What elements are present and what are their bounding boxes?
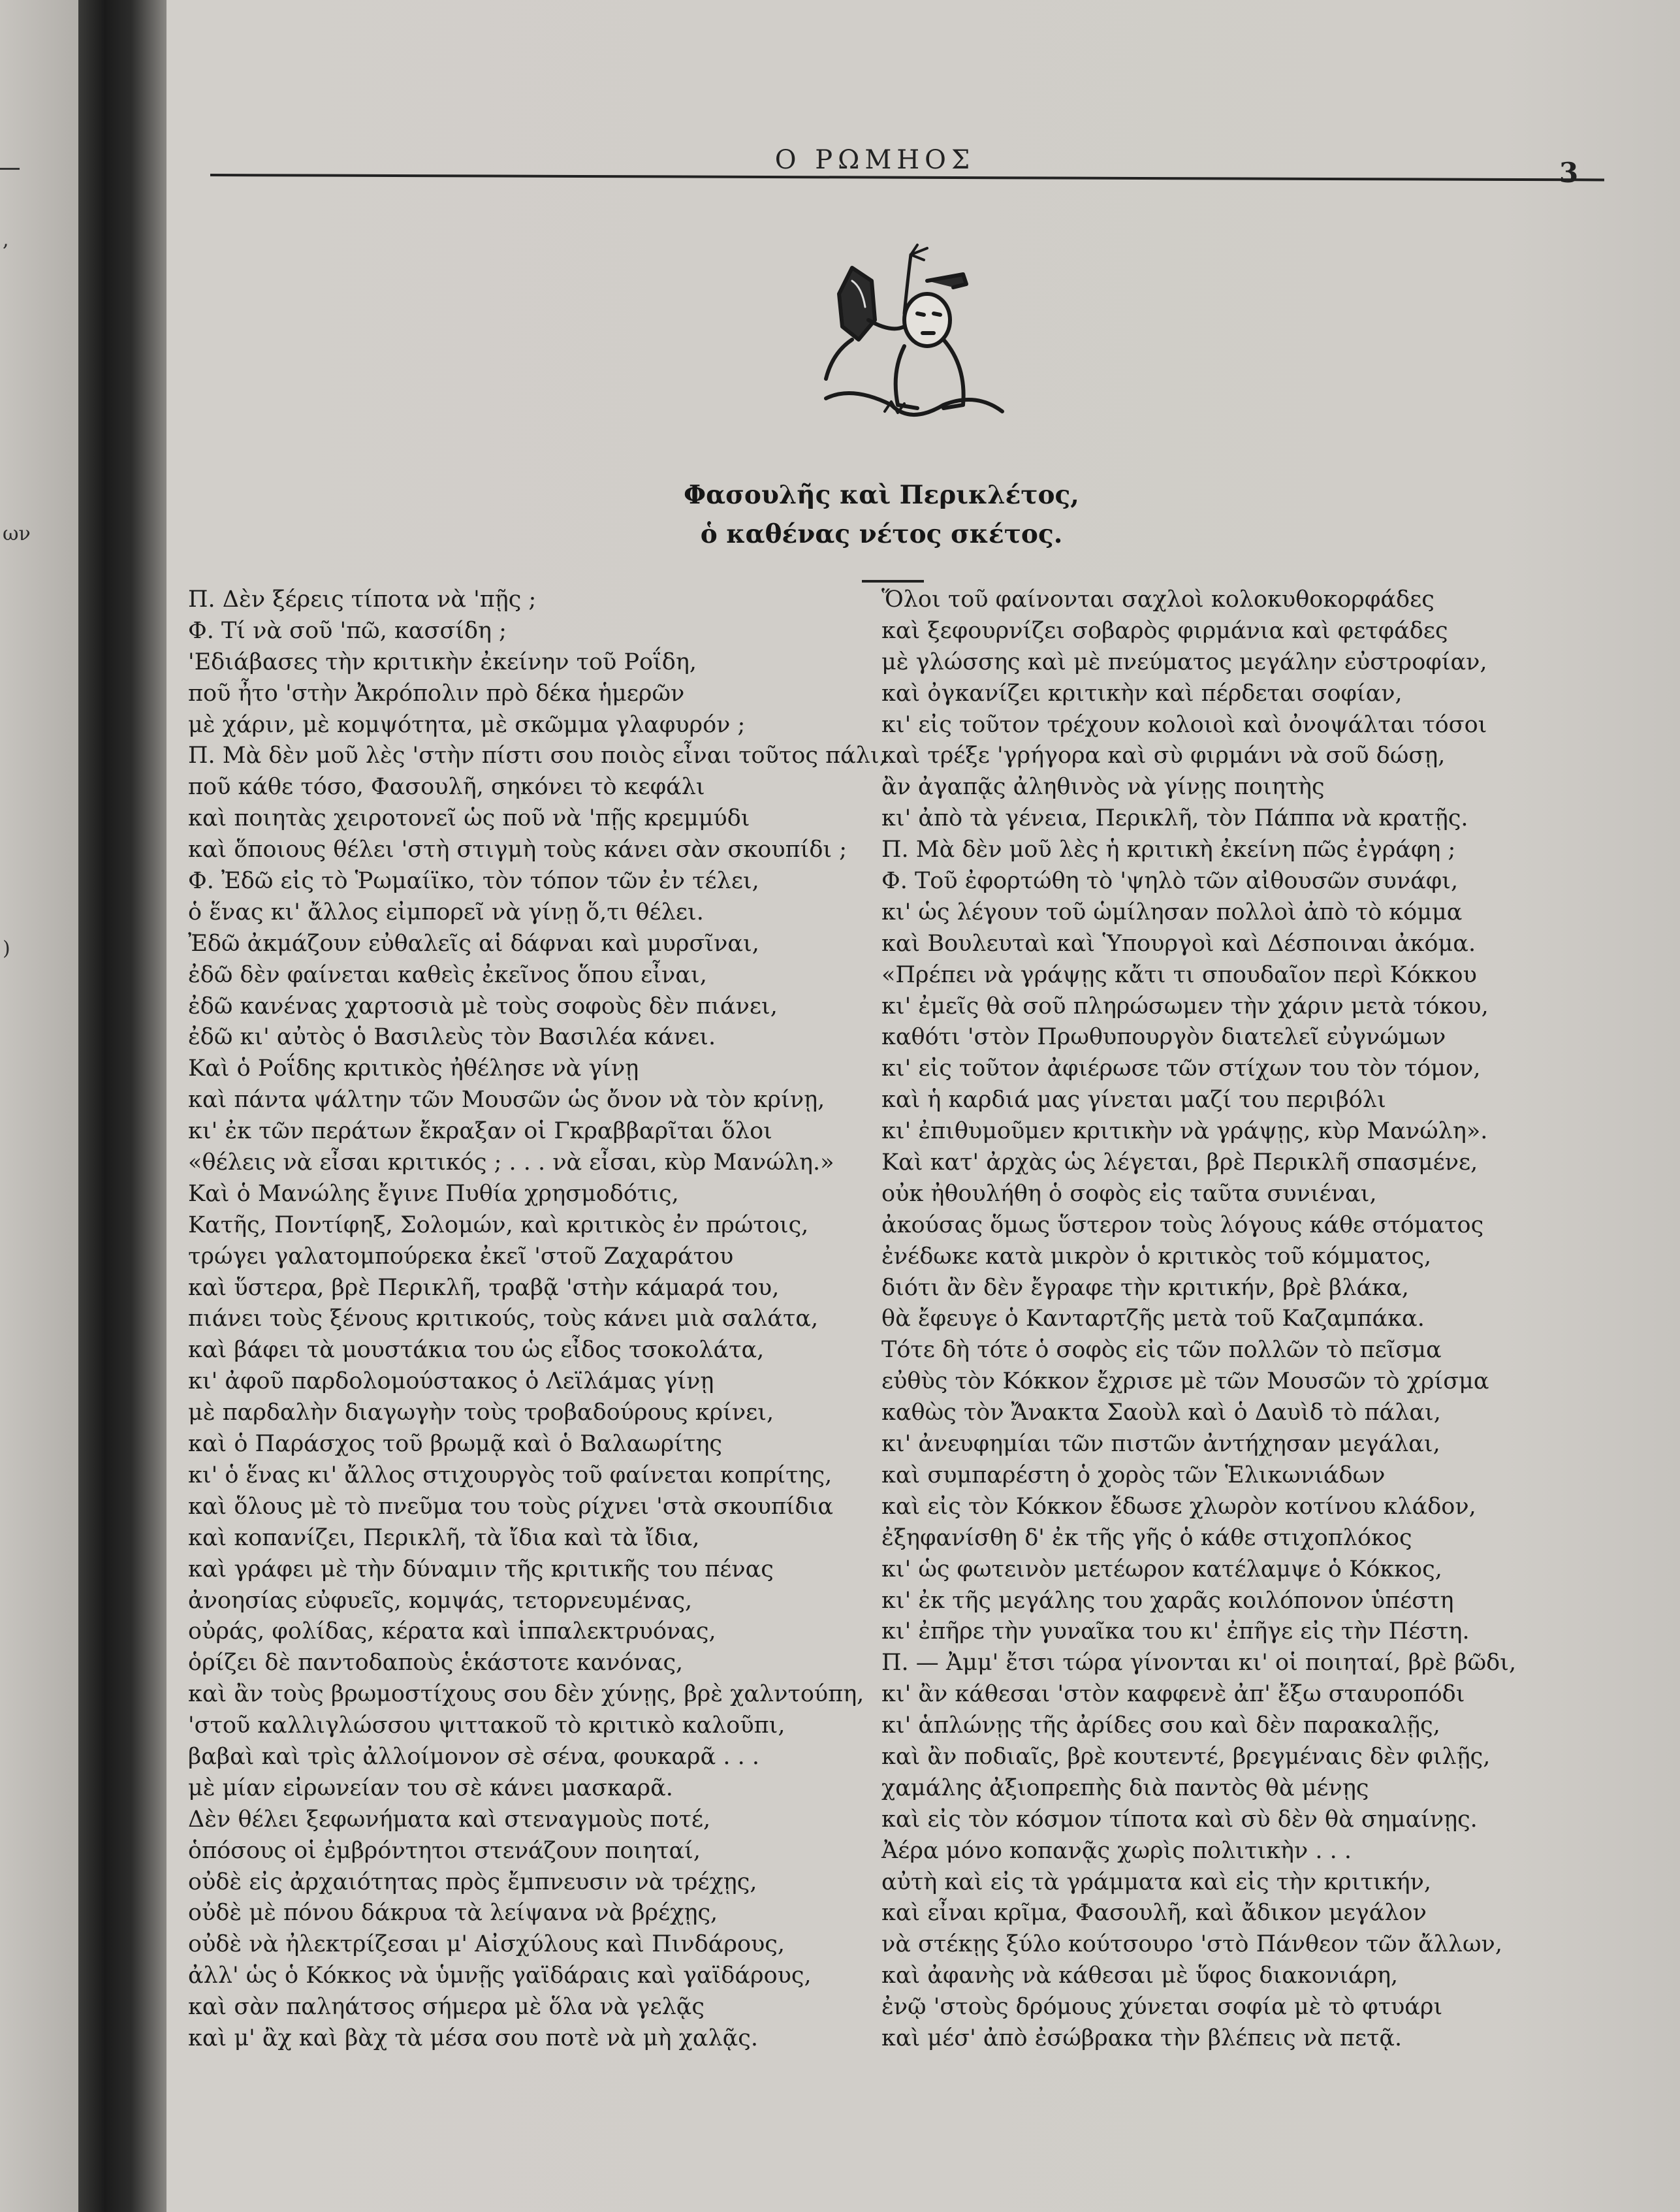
verse-line: κι' ἁπλώνῃς τῆς ἀρίδες σου καὶ δὲν παρακαλῇς, xyxy=(881,1712,1440,1739)
verse-line: κι' εἰς τοῦτον ἀφιέρωσε τῶν στίχων του τὸν τόμον, xyxy=(881,1055,1481,1082)
verse-line: ἐξηφανίσθη δ' ἐκ τῆς γῆς ὁ κάθε στιχοπλόκος xyxy=(881,1524,1412,1551)
verse-line: μὲ γλώσσης καὶ μὲ πνεύματος μεγάλην εὐστροφίαν, xyxy=(881,649,1487,675)
verse-line: εὐθὺς τὸν Κόκκον ἔχρισε μὲ τῶν Μουσῶν τὸ χρίσμα xyxy=(881,1368,1489,1395)
verse-line: ἀλλ' ὡς ὁ Κόκκος νὰ ὑμνῇς γαϊδάραις καὶ γαϊδάρους, xyxy=(188,1963,812,1989)
verse-line: καὶ γράφει μὲ τὴν δύναμιν τῆς κριτικῆς του πένας xyxy=(188,1556,774,1582)
article-subtitle: ὁ καθένας νέτος σκέτος. xyxy=(700,519,1063,549)
verse-line: ἀκούσας ὅμως ὕστερον τοὺς λόγους κάθε στόματος xyxy=(881,1211,1484,1238)
verse-line: καὶ ἡ καρδιά μας γίνεται μαζί του περιβόλι xyxy=(881,1087,1386,1114)
verse-line: Ἐδῶ ἀκμάζουν εὐθαλεῖς αἱ δάφναι καὶ μυρσῖναι, xyxy=(188,930,759,957)
verse-line: κι' ἀπὸ τὰ γένεια, Περικλῆ, τὸν Πάππα νὰ κρατῇς. xyxy=(881,805,1468,832)
verse-line: ὁρίζει δὲ παντοδαποὺς ἑκάστοτε κανόνας, xyxy=(188,1650,684,1676)
verse-line: καὶ εἰς τὸν Κόκκον ἔδωσε χλωρὸν κοτίνου κλάδον, xyxy=(881,1493,1476,1520)
title-divider xyxy=(862,580,924,583)
verse-line: καὶ ἂν τοὺς βρωμοστίχους σου δὲν χύνῃς, βρὲ χαλντούπη, xyxy=(188,1681,864,1708)
verse-line: ποῦ ἦτο 'στὴν Ἀκρόπολιν πρὸ δέκα ἡμερῶν xyxy=(188,680,685,707)
verse-line: διότι ἂν δὲν ἔγραφε τὴν κριτικήν, βρὲ βλάκα, xyxy=(881,1274,1409,1301)
verse-line: ὁ ἕνας κι' ἄλλος εἰμπορεῖ νὰ γίνῃ ὅ,τι θέλει. xyxy=(188,899,704,925)
verse-line: καὶ τρέξε 'γρήγορα καὶ σὺ φιρμάνι νὰ σοῦ δώσῃ, xyxy=(881,743,1446,769)
verse-line: καὶ ὕστερα, βρὲ Περικλῆ, τραβᾷ 'στὴν κάμαρά του, xyxy=(188,1274,780,1301)
caricature-icon xyxy=(813,242,1009,438)
verse-line: οὐράς, φολίδας, κέρατα καὶ ἱππαλεκτρυόνας, xyxy=(188,1618,716,1645)
verse-line: ἐδῶ κανένας χαρτοσιὰ μὲ τοὺς σοφοὺς δὲν πιάνει, xyxy=(188,993,778,1019)
book-spine-shadow xyxy=(78,0,166,2212)
verse-line: οὐδὲ μὲ πόνου δάκρυα τὰ λείψανα νὰ βρέχῃς, xyxy=(188,1900,718,1927)
verse-line: βαβαὶ καὶ τρὶς ἀλλοίμονον σὲ σένα, φουκαρᾶ . . . xyxy=(188,1743,760,1770)
verse-line: κι' ἐμεῖς θὰ σοῦ πληρώσωμεν τὴν χάριν μετὰ τόκου, xyxy=(881,993,1489,1019)
margin-fragment: ) xyxy=(3,937,10,960)
verse-line: Π. Μὰ δὲν μοῦ λὲς 'στὴν πίστι σου ποιὸς εἶναι τοῦτος πάλι, xyxy=(188,743,887,769)
verse-line: νὰ στέκῃς ξύλο κούτσουρο 'στὸ Πάνθεον τῶν ἄλλων, xyxy=(881,1931,1502,1958)
verse-line: κι' ὡς λέγουν τοῦ ὡμίλησαν πολλοὶ ἀπὸ τὸ κόμμα xyxy=(881,899,1463,925)
verse-line: οὐδὲ εἰς ἀρχαιότητας πρὸς ἔμπνευσιν νὰ τρέχῃς, xyxy=(188,1868,757,1895)
verse-line: καὶ βάφει τὰ μουστάκια του ὡς εἶδος τσοκολάτα, xyxy=(188,1337,765,1364)
verse-line: καθὼς τὸν Ἄνακτα Σαοὺλ καὶ ὁ Δαυὶδ τὸ πάλαι, xyxy=(881,1400,1441,1426)
verse-line: Τότε δὴ τότε ὁ σοφὸς εἰς τῶν πολλῶν τὸ πεῖσμα xyxy=(881,1337,1442,1364)
verse-line: Ἀέρα μόνο κοπανᾷς χωρὶς πολιτικὴν . . . xyxy=(881,1837,1352,1864)
verse-line: καὶ εἶναι κρῖμα, Φασουλῆ, καὶ ἄδικον μεγάλον xyxy=(881,1900,1427,1927)
verse-line: «θέλεις νὰ εἶσαι κριτικός ; . . . νὰ εἶσαι, κὺρ Μανώλη.» xyxy=(188,1149,834,1176)
facing-page-rule xyxy=(0,168,20,170)
verse-line: καὶ ὅποιους θέλει 'στὴ στιγμὴ τοὺς κάνει σὰν σκουπίδι ; xyxy=(188,837,848,863)
verse-line: αὐτὴ καὶ εἰς τὰ γράμματα καὶ εἰς τὴν κριτικήν, xyxy=(881,1868,1431,1895)
verse-line: καὶ ὅλους μὲ τὸ πνεῦμα του τοὺς ρίχνει 'στὰ σκουπίδια xyxy=(188,1493,834,1520)
verse-line: τρώγει γαλατομπούρεκα ἐκεῖ 'στοῦ Ζαχαράτου xyxy=(188,1243,734,1270)
verse-line: καὶ ὁ Παράσχος τοῦ βρωμᾷ καὶ ὁ Βαλαωρίτης xyxy=(188,1431,723,1458)
verse-line: ποῦ κάθε τόσο, Φασουλῆ, σηκόνει τὸ κεφάλι xyxy=(188,774,705,801)
margin-fragment: , xyxy=(3,229,9,251)
verse-line: μὲ παρδαλὴν διαγωγὴν τοὺς τροβαδούρους κρίνει, xyxy=(188,1400,774,1426)
verse-line: καὶ εἰς τὸν κόσμον τίποτα καὶ σὺ δὲν θὰ σημαίνῃς. xyxy=(881,1806,1478,1833)
verse-line: κι' ἐκ τῆς μεγάλης του χαρᾶς κοιλόπονον ὑπέστη xyxy=(881,1587,1454,1614)
verse-line: κι' εἰς τοῦτον τρέχουν κολοιοὶ καὶ ὀνοψάλται τόσοι xyxy=(881,711,1487,738)
verse-line: «Πρέπει νὰ γράψῃς κἄτι τι σπουδαῖον περὶ Κόκκου xyxy=(881,961,1477,988)
verse-line: Φ. Ἐδῶ εἰς τὸ Ῥωμαίϊκο, τὸν τόπον τῶν ἐν τέλει, xyxy=(188,868,759,895)
margin-fragment: ων xyxy=(3,522,31,545)
right-verse-column xyxy=(881,585,1521,2055)
verse-line: καὶ ξεφουρνίζει σοβαρὸς φιρμάνια καὶ φετφάδες xyxy=(881,617,1448,644)
verse-line: Π. Δὲν ξέρεις τίποτα νὰ 'πῇς ; xyxy=(188,586,537,613)
verse-line: πιάνει τοὺς ξένους κριτικούς, τοὺς κάνει μιὰ σαλάτα, xyxy=(188,1306,819,1332)
verse-line: καὶ ἂν ποδιαῖς, βρὲ κουτεντέ, βρεγμέναις δὲν φιλῇς, xyxy=(881,1743,1491,1770)
verse-line: Π. Μὰ δὲν μοῦ λὲς ἡ κριτικὴ ἐκείνη πῶς ἐγράφη ; xyxy=(881,837,1456,863)
verse-line: Φ. Τοῦ ἐφορτώθη τὸ 'ψηλὸ τῶν αἰθουσῶν συνάφι, xyxy=(881,868,1459,895)
verse-line: κι' ἐκ τῶν περάτων ἔκραξαν οἱ Γκραββαρῖται ὅλοι xyxy=(188,1118,772,1145)
verse-line: οὐδὲ νὰ ἠλεκτρίζεσαι μ' Αἰσχύλους καὶ Πινδάρους, xyxy=(188,1931,785,1958)
verse-line: Καὶ ὁ Ροΐδης κριτικὸς ἠθέλησε νὰ γίνῃ xyxy=(188,1055,639,1082)
verse-line: κι' ἂν κάθεσαι 'στὸν καφφενὲ ἀπ' ἔξω σταυροπόδι xyxy=(881,1681,1465,1708)
verse-line: 'στοῦ καλλιγλώσσου ψιττακοῦ τὸ κριτικὸ καλοῦπι, xyxy=(188,1712,785,1739)
verse-line: 'Εδιάβασες τὴν κριτικὴν ἐκείνην τοῦ Ροΐδη, xyxy=(188,649,697,675)
verse-line: ἐδῶ δὲν φαίνεται καθεὶς ἐκεῖνος ὅπου εἶναι, xyxy=(188,961,707,988)
verse-line: Καὶ ὁ Μανώλης ἔγινε Πυθία χρησμοδότις, xyxy=(188,1180,679,1207)
verse-line: κι' ἀνευφημίαι τῶν πιστῶν ἀντήχησαν μεγάλαι, xyxy=(881,1431,1440,1458)
verse-line: ὁπόσους οἱ ἐμβρόντητοι στενάζουν ποιηταί, xyxy=(188,1837,701,1864)
verse-line: Π. — Ἀμμ' ἔτσι τώρα γίνονται κι' οἱ ποιηταί, βρὲ βῶδι, xyxy=(881,1650,1517,1676)
verse-line: ἀνοησίας εὐφυεῖς, κομψάς, τετορνευμένας, xyxy=(188,1587,693,1614)
verse-line: χαμάλης ἀξιοπρεπὴς διὰ παντὸς θὰ μένῃς xyxy=(881,1774,1369,1801)
verse-line: καὶ συμπαρέστη ὁ χορὸς τῶν Ἑλικωνιάδων xyxy=(881,1462,1386,1488)
verse-line: μὲ χάριν, μὲ κομψότητα, μὲ σκῶμμα γλαφυρόν ; xyxy=(188,711,746,738)
page-number: 3 xyxy=(1559,157,1579,189)
verse-line: ἂν ἀγαπᾷς ἀληθινὸς νὰ γίνῃς ποιητὴς xyxy=(881,774,1325,801)
verse-line: καὶ ἀφανὴς νὰ κάθεσαι μὲ ὕφος διακονιάρη, xyxy=(881,1963,1399,1989)
verse-line: καὶ σὰν παληάτσος σήμερα μὲ ὅλα νὰ γελᾷς xyxy=(188,1994,705,2021)
verse-line: καὶ Βουλευταὶ καὶ Ὑπουργοὶ καὶ Δέσποιναι ἀκόμα. xyxy=(881,930,1476,957)
verse-line: Δὲν θέλει ξεφωνήματα καὶ στεναγμοὺς ποτέ, xyxy=(188,1806,711,1833)
verse-line: καὶ μέσ' ἀπὸ ἐσώβρακα τὴν βλέπεις νὰ πετᾷ. xyxy=(881,2025,1403,2051)
verse-line: καὶ ποιητὰς χειροτονεῖ ὡς ποῦ νὰ 'πῇς κρεμμύδι xyxy=(188,805,750,832)
verse-line: καὶ πάντα ψάλτην τῶν Μουσῶν ὡς ὄνον νὰ τὸν κρίνῃ, xyxy=(188,1087,825,1114)
verse-line: Ὅλοι τοῦ φαίνονται σαχλοὶ κολοκυθοκορφάδες xyxy=(881,586,1434,613)
verse-line: οὐκ ἠθουλήθη ὁ σοφὸς εἰς ταῦτα συνιέναι, xyxy=(881,1180,1377,1207)
verse-line: κι' ἐπιθυμοῦμεν κριτικὴν νὰ γράψῃς, κὺρ Μανώλη». xyxy=(881,1118,1488,1145)
verse-line: καὶ μ' ἂχ καὶ βὰχ τὰ μέσα σου ποτὲ νὰ μὴ χαλᾷς. xyxy=(188,2025,759,2051)
verse-line: Καὶ κατ' ἀρχὰς ὡς λέγεται, βρὲ Περικλῆ σπασμένε, xyxy=(881,1149,1478,1176)
verse-line: καὶ ὀγκανίζει κριτικὴν καὶ πέρδεται σοφίαν, xyxy=(881,680,1403,707)
verse-line: κι' ὁ ἕνας κι' ἄλλος στιχουργὸς τοῦ φαίνεται κοπρίτης, xyxy=(188,1462,832,1488)
verse-line: ἐνέδωκε κατὰ μικρὸν ὁ κριτικὸς τοῦ κόμματος, xyxy=(881,1243,1432,1270)
verse-line: Φ. Τί νὰ σοῦ 'πῶ, κασσίδη ; xyxy=(188,617,507,644)
newspaper-masthead: Ο ΡΩΜΗΟΣ xyxy=(774,145,975,175)
verse-line: κι' ἀφοῦ παρδολομούστακος ὁ Λεϊλάμας γίνῃ xyxy=(188,1368,714,1395)
verse-line: καὶ κοπανίζει, Περικλῆ, τὰ ἴδια καὶ τὰ ἴδια, xyxy=(188,1524,700,1551)
verse-line: ἐνῷ 'στοὺς δρόμους χύνεται σοφία μὲ τὸ φτυάρι xyxy=(881,1994,1443,2021)
left-verse-column xyxy=(188,585,887,2055)
verse-line: κι' ὡς φωτεινὸν μετέωρον κατέλαμψε ὁ Κόκκος, xyxy=(881,1556,1442,1582)
verse-line: κι' ἐπῆρε τὴν γυναῖκα του κι' ἐπῆγε εἰς τὴν Πέστη. xyxy=(881,1618,1470,1645)
facing-page-edge xyxy=(0,0,78,2212)
verse-line: καθότι 'στὸν Πρωθυπουργὸν διατελεῖ εὐγνώμων xyxy=(881,1024,1446,1051)
verse-line: Κατῆς, Ποντίφηξ, Σολομών, καὶ κριτικὸς ἐν πρώτοις, xyxy=(188,1211,809,1238)
article-title: Φασουλῆς καὶ Περικλέτος, xyxy=(684,480,1079,510)
verse-line: ἐδῶ κι' αὐτὸς ὁ Βασιλεὺς τὸν Βασιλέα κάνει. xyxy=(188,1024,716,1051)
verse-line: μὲ μίαν εἰρωνείαν του σὲ κάνει μασκαρᾶ. xyxy=(188,1774,673,1801)
verse-line: θὰ ἔφευγε ὁ Κανταρτζῆς μετὰ τοῦ Καζαμπάκα. xyxy=(881,1306,1425,1332)
